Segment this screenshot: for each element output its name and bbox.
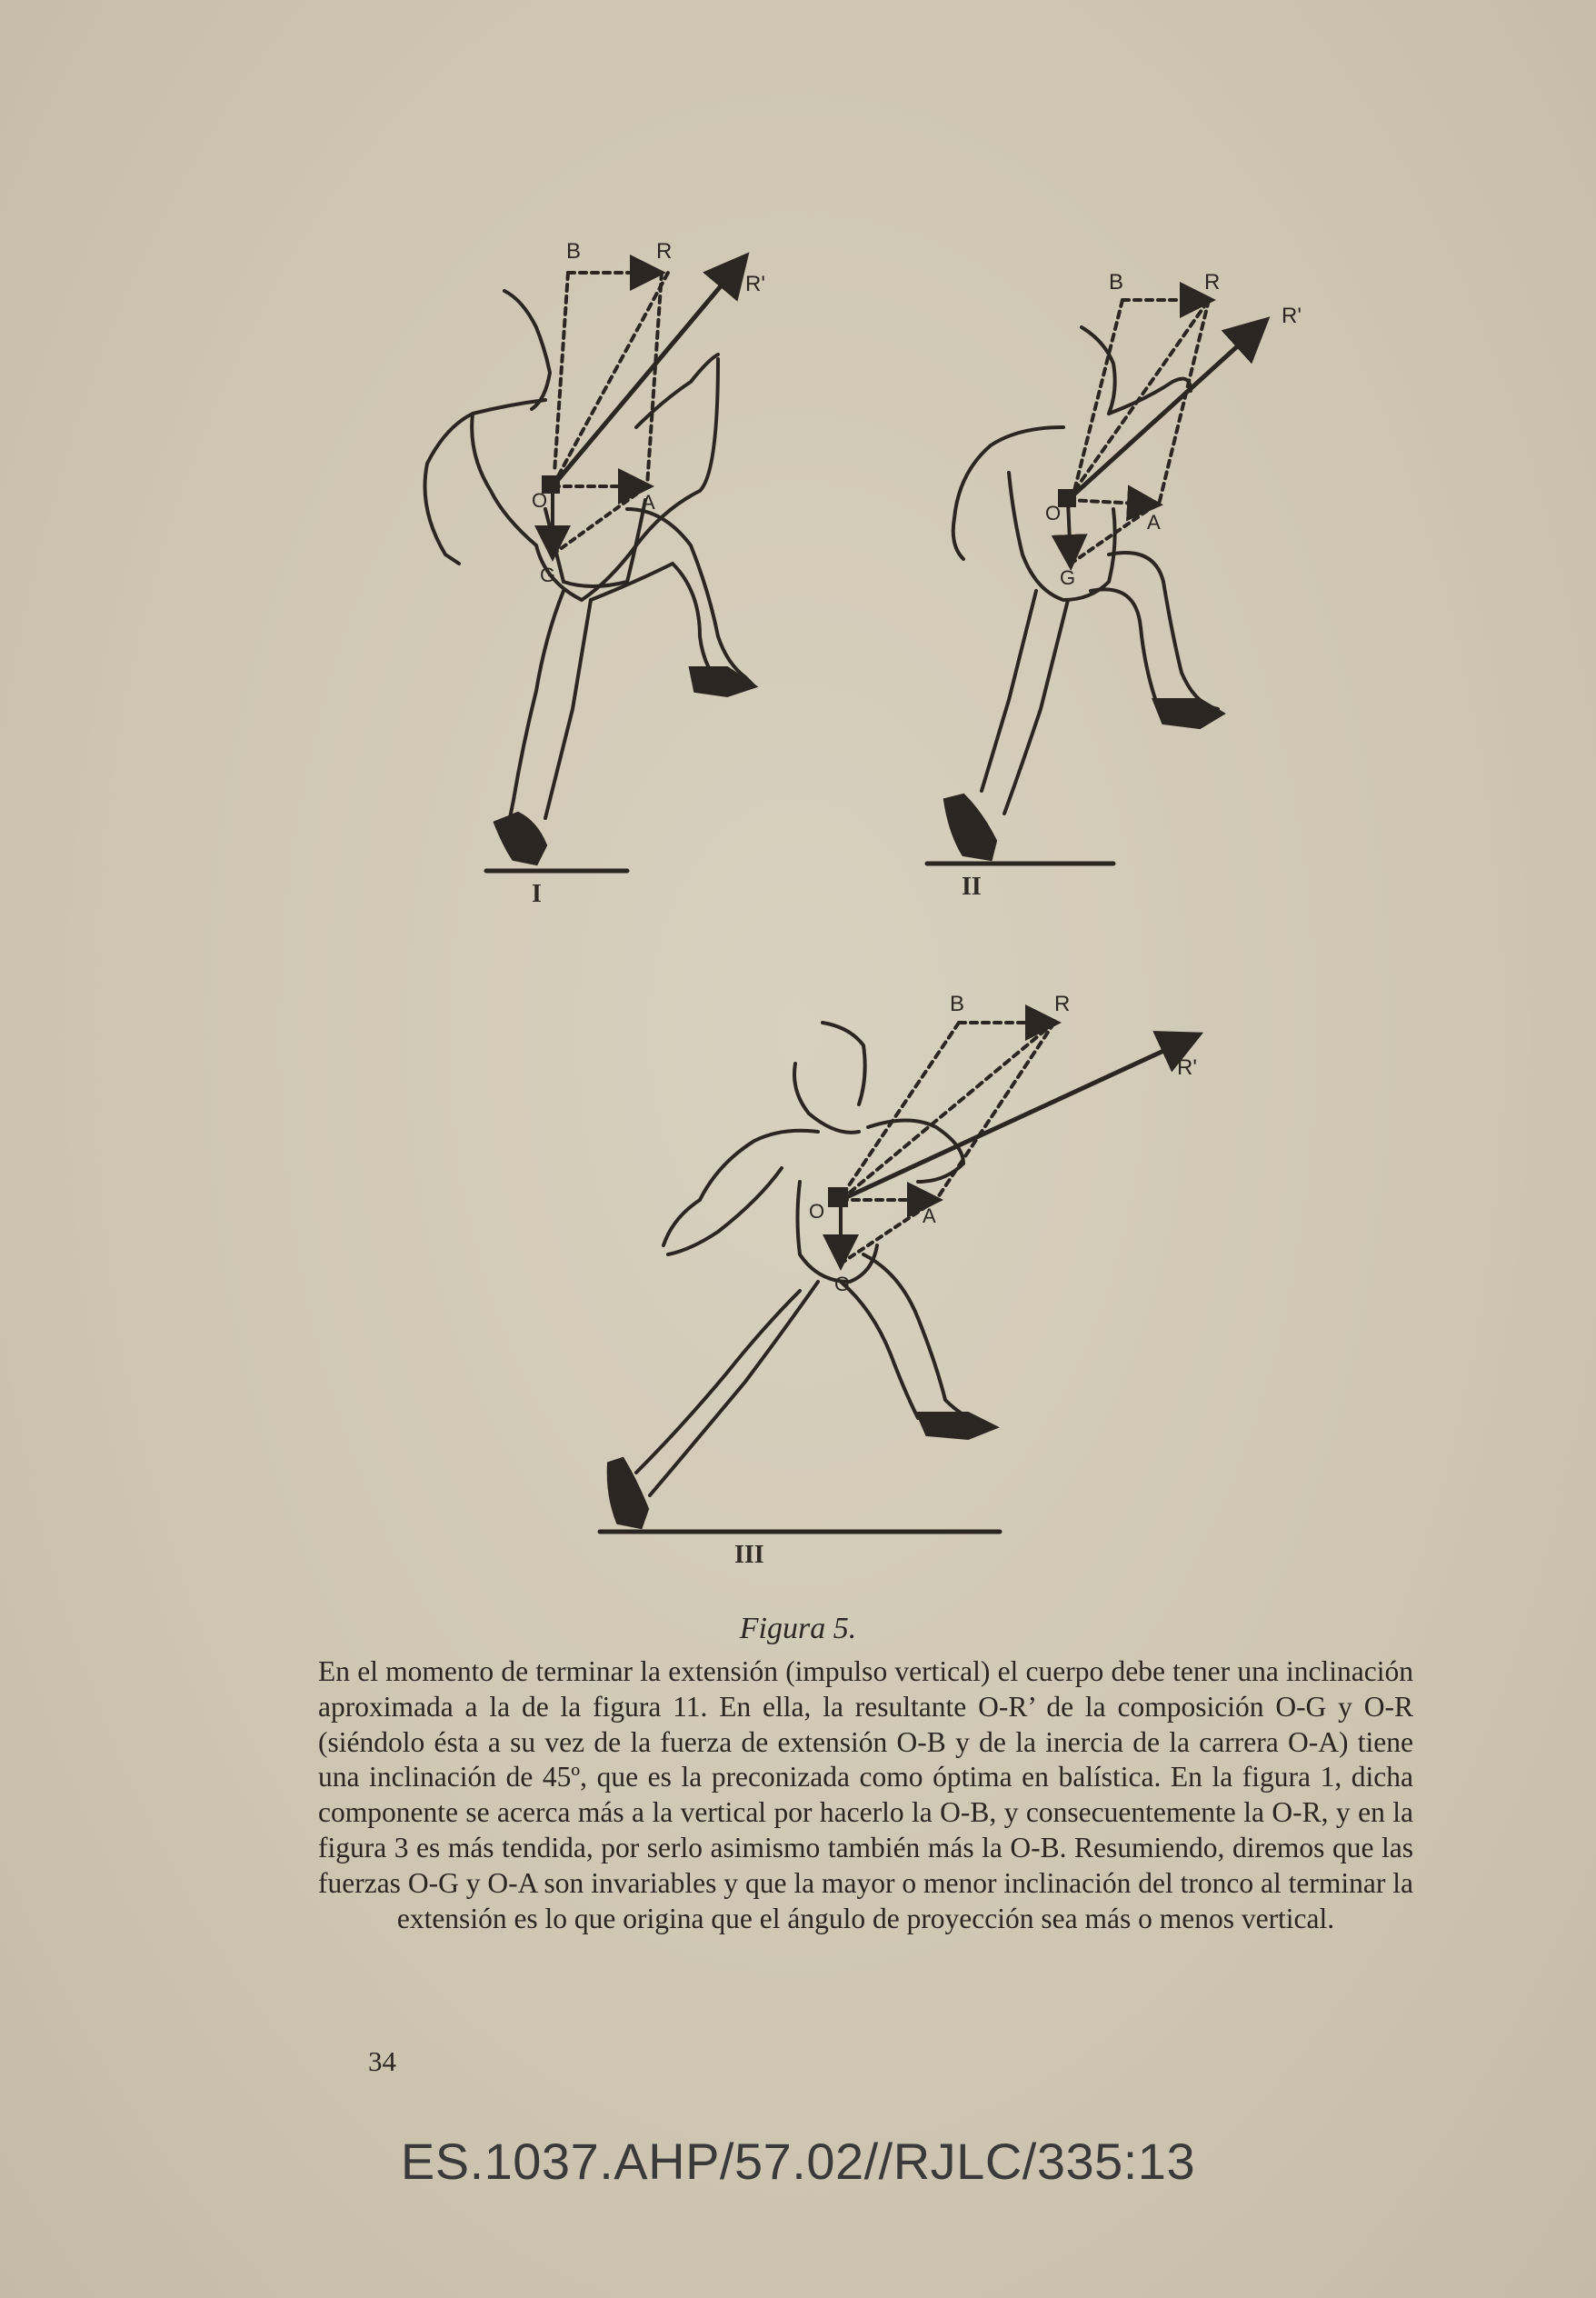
panel-3-label-O: O xyxy=(809,1200,825,1223)
body-paragraph: En el momento de terminar la extensión (impulso vertical) el cuerpo debe tener una inclinación aproximada a la de la figura 11. En ella, la resultante O-R’ de la composición O-G y O-R (siéndolo ésta a su vez de la fuerza de extensión O-B y de la inercia de la carrera O-A) tiene una inclinación de 45º, que es la preconizada como óptima en balística. En la figura 1, dicha componente se acerca más a la vertical por hacerlo la O-B, y consecuentemente la O-R, y en la figura 3 es más tendida, por serlo asimismo también más la O-B. Resumiendo, diremos que las fuerzas O-G y O-A son invariables y que la mayor o menor inclinación del tronco al terminar la extensión es lo que origina que el ángulo de proyección sea más o menos vertical. xyxy=(318,1655,1413,1934)
page-number: 34 xyxy=(368,2045,396,2077)
panel-2-label-R: R xyxy=(1204,270,1221,295)
figure-panel-1 xyxy=(425,259,755,871)
figure-panel-3 xyxy=(600,1023,1195,1532)
panel-3-label-R: R xyxy=(1054,992,1071,1016)
panel-2-label-A: A xyxy=(1147,511,1161,534)
panel-2-label-R-prime: R' xyxy=(1282,304,1302,328)
figure-panel-2 xyxy=(927,300,1263,864)
archive-reference: ES.1037.AHP/57.02//RJLC/335:13 xyxy=(400,2133,1196,2190)
panel-3-label-G: G xyxy=(834,1273,851,1295)
panel-3-label-B: B xyxy=(950,992,965,1016)
panel-3-label-A: A xyxy=(923,1204,936,1227)
panel-2-label-G: G xyxy=(1060,566,1076,589)
panel-3-label-R-prime: R' xyxy=(1177,1055,1197,1080)
panel-1-label-B: B xyxy=(566,239,582,264)
figure-caption: Figura 5. xyxy=(739,1612,857,1645)
panel-1-label-O: O xyxy=(532,489,548,512)
panel-1-label-R: R xyxy=(656,239,673,264)
panel-1-number: I xyxy=(532,880,542,908)
panel-1-label-G: G xyxy=(540,564,556,586)
panel-1-label-A: A xyxy=(642,491,655,514)
panel-3-number: III xyxy=(734,1541,764,1569)
panel-1-label-R-prime: R' xyxy=(745,272,765,296)
panel-2-label-O: O xyxy=(1045,502,1062,525)
panel-2-number: II xyxy=(962,873,982,901)
panel-2-label-B: B xyxy=(1109,270,1124,295)
